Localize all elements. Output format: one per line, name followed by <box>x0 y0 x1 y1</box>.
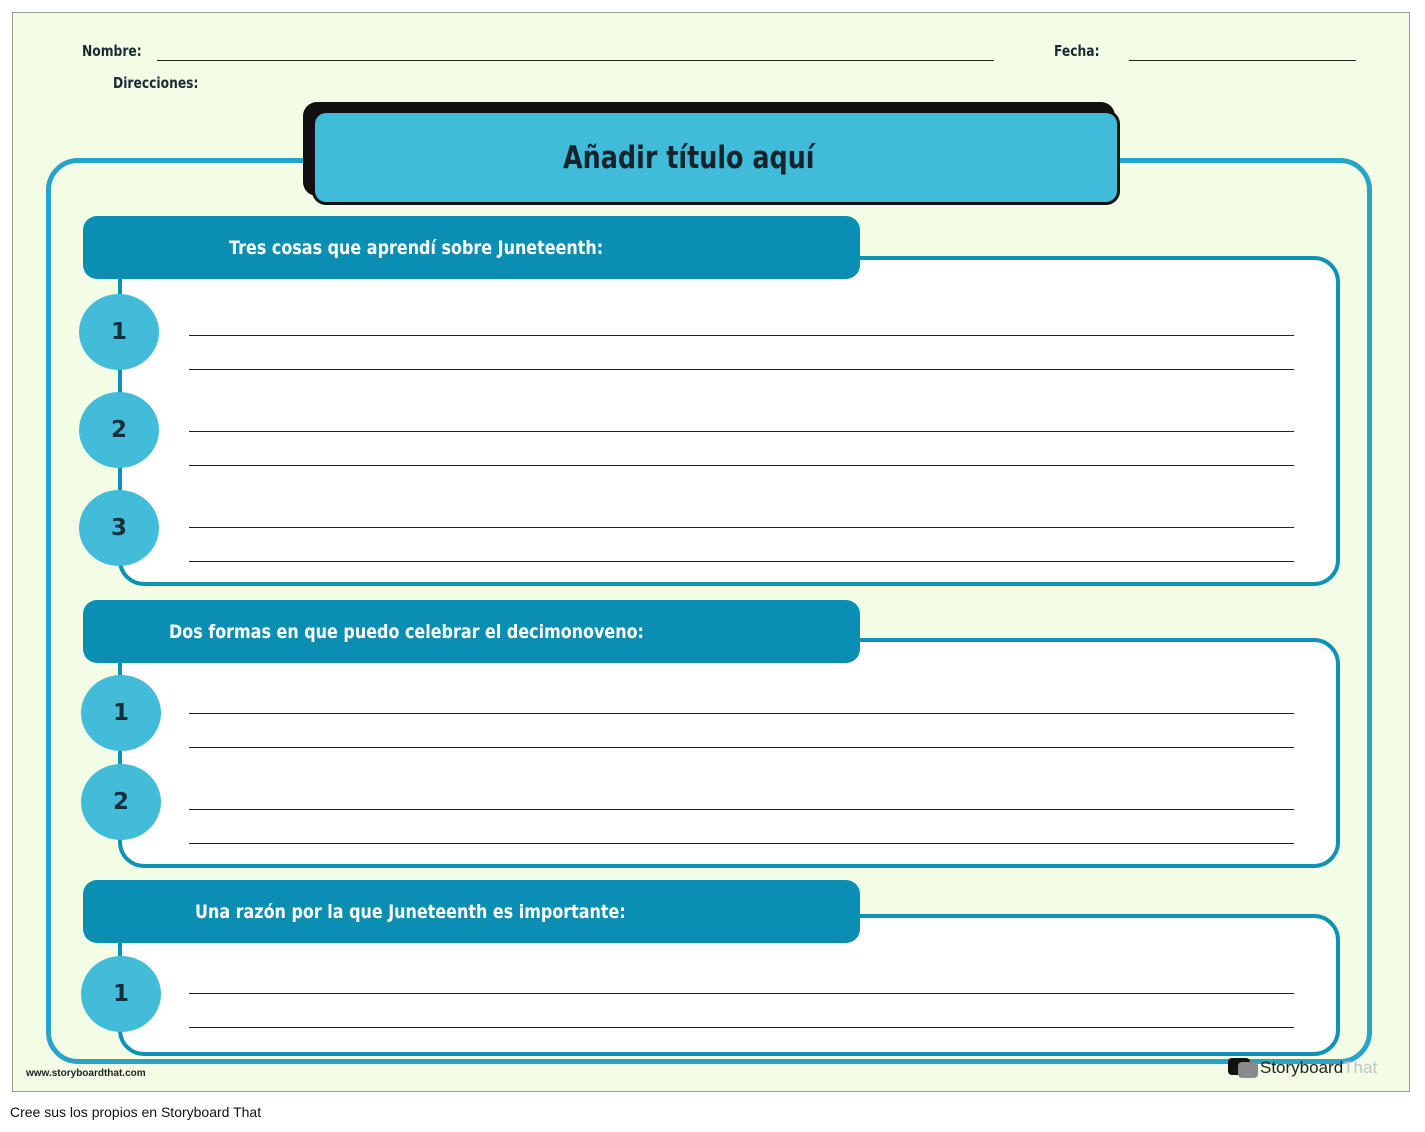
name-label: Nombre: <box>82 42 142 60</box>
watermark-url: www.storyboardthat.com <box>26 1068 146 1079</box>
section-1-write-line[interactable] <box>189 369 1294 370</box>
speech-bubble-icon <box>1228 1056 1258 1080</box>
section-1-box <box>118 256 1340 586</box>
date-label: Fecha: <box>1054 42 1100 60</box>
footer-text[interactable]: Cree sus los propios en Storyboard That <box>10 1104 262 1120</box>
section-2-write-line[interactable] <box>189 713 1294 714</box>
section-2-box <box>118 638 1340 868</box>
name-line[interactable] <box>157 60 994 61</box>
section-3-number-1: 1 <box>81 956 161 1032</box>
section-1-heading: Tres cosas que aprendí sobre Juneteenth: <box>83 216 860 279</box>
section-1-write-line[interactable] <box>189 465 1294 466</box>
section-1-number-1: 1 <box>79 294 159 370</box>
section-3-write-line[interactable] <box>189 993 1294 994</box>
section-1-number-3: 3 <box>79 490 159 566</box>
section-3-write-line[interactable] <box>189 1027 1294 1028</box>
title-box[interactable] <box>312 110 1120 205</box>
section-2-write-line[interactable] <box>189 843 1294 844</box>
section-1-write-line[interactable] <box>189 561 1294 562</box>
section-1-write-line[interactable] <box>189 335 1294 336</box>
section-2-heading: Dos formas en que puedo celebrar el decimonoveno: <box>83 600 860 663</box>
section-2-number-1: 1 <box>81 675 161 751</box>
date-line[interactable] <box>1129 60 1356 61</box>
storyboardthat-logo: StoryboardThat <box>1228 1056 1377 1080</box>
directions-label: Direcciones: <box>113 74 199 92</box>
section-3-heading: Una razón por la que Juneteenth es importante: <box>83 880 860 943</box>
section-1-write-line[interactable] <box>189 431 1294 432</box>
section-2-write-line[interactable] <box>189 747 1294 748</box>
section-1-number-2: 2 <box>79 392 159 468</box>
section-2-write-line[interactable] <box>189 809 1294 810</box>
section-2-number-2: 2 <box>81 764 161 840</box>
page-title: Añadir título aquí <box>562 139 815 176</box>
section-1-write-line[interactable] <box>189 527 1294 528</box>
